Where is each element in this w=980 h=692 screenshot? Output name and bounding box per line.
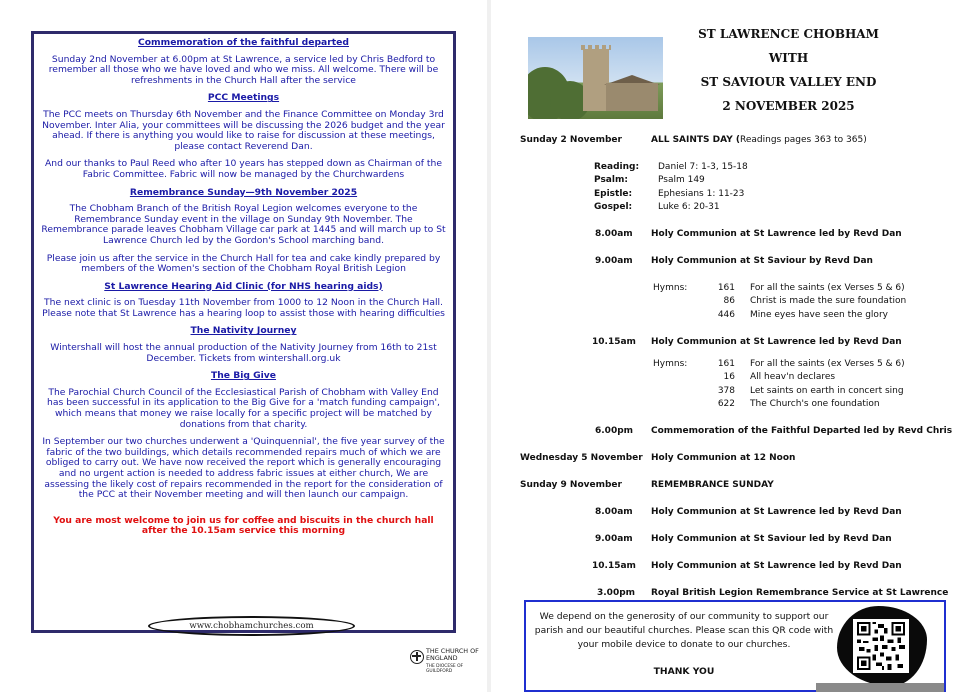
service-desc: Royal British Legion Remembrance Service at St Lawrence [651,588,949,598]
grey-bar [816,683,944,692]
section-paragraph: Please join us after the service in the Church Hall for tea and cake kindly prepared by members of the Women's section of the Chobham Royal British Legion [46,252,441,275]
section-heading: St Lawrence Hearing Aid Clinic (for NHS hearing aids) [104,280,383,292]
section-paragraph: In September our two churches underwent a 'Quinquennial', the five year survey of the fabric of the two buildings, which details recommended repairs much of which we are obliged to carry out. We have now received the report which is generally encouraging and no urgent action is needed to address fabric issues at either church, We are assessing the likely cost of repairs recommended in the report for the consideration of the PCC at their November meeting and will then launch our campaign. [42,436,445,501]
service-time: 3.00pm [597,588,636,598]
service-date: Sunday 2 November [520,135,622,145]
thank-you: THANK YOU [653,666,715,677]
notices-box [31,31,456,633]
section-heading: The Big Give [210,370,277,382]
hymn-number: 622 [717,399,735,409]
section-pcc-meetings [40,93,447,180]
qr-backdrop [837,606,927,686]
hymn-number: 446 [717,310,735,320]
welcome-message: You are most welcome to join us for coffee and biscuits in the church hall after the 10.15am service this morning [53,514,434,537]
service-date: Wednesday 5 November [520,453,643,463]
section-commemoration [40,38,447,86]
hymn-title: All heav'n declares [750,372,836,382]
church-nave [606,83,658,111]
reading-label: Epistle: [594,189,633,199]
donation-box [524,600,946,692]
service-desc: Holy Communion at St Saviour led by Revd Dan [651,534,892,544]
hymns-label: Hymns: [653,359,688,369]
section-paragraph: The Chobham Branch of the British Royal Legion welcomes everyone to the Remembrance Sunday event in the village on Sunday 9th November. The Remembrance parade leaves Chobham Village car park at 1445 and will march up to St Lawrence Church led by the Gordon's School marching band. [41,203,446,246]
service-desc: Holy Communion at St Saviour by Revd Dan [651,256,873,266]
hymn-title: The Church's one foundation [750,399,880,409]
service-time: 9.00am [595,256,633,266]
service-desc: Holy Communion at St Lawrence led by Revd Dan [651,507,902,517]
reading-ref: Daniel 7: 1-3, 15-18 [658,162,748,172]
hymn-number: 16 [723,372,735,382]
page-title [681,22,896,118]
donation-text: We depend on the generosity of our community to support our parish and our beautiful churches. Please scan this QR code with your mobile device to donate to our churches. [534,611,834,650]
section-paragraph: The Parochial Church Council of the Ecclesiastical Parish of Chobham with Valley End has been successful in its application to the Big Give for a 'match funding campaign', which means that money we raise locally for a specific project will be matched by donations from that charity. [47,386,440,430]
cross-icon [410,650,424,664]
service-time: 9.00am [595,534,633,544]
section-hearing-aid [40,282,447,320]
section-heading: Commemoration of the faithful departed [138,37,349,48]
right-page [491,0,980,692]
day-name-bold: ALL SAINTS DAY ( [651,135,740,145]
service-time: 8.00am [595,229,633,239]
church-of-england-logo [410,648,480,682]
section-paragraph: The next clinic is on Tuesday 11th November from 1000 to 12 Noon in the Church Hall. Please note that St Lawrence has a hearing loop to assist those with hearing difficulties [42,297,445,319]
service-time: 10.15am [592,561,636,571]
hymn-number: 161 [717,359,735,369]
section-remembrance [40,188,447,275]
service-desc: Holy Communion at St Lawrence led by Revd Dan [651,337,902,347]
section-paragraph: And our thanks to Paul Reed who after 10 years has stepped down as Chairman of the Fabric Committee. Fabric will now be managed by the Churchwardens [44,158,442,180]
service-desc: Holy Communion at St Lawrence led by Revd Dan [651,229,902,239]
service-time: 6.00pm [595,426,634,436]
section-paragraph: The PCC meets on Thursday 6th November and the Finance Committee on Monday 3rd November. Inter Alia, your committees will be discussing the 2026 budget and the year ahead. If there is anything you would like to raise for discussion at these meetings, please contact Reverend Dan. [42,108,445,152]
hymn-title: Mine eyes have seen the glory [750,310,888,320]
reading-label: Reading: [594,162,640,172]
service-desc: Holy Communion at St Lawrence led by Revd Dan [651,561,902,571]
section-heading: Remembrance Sunday—9th November 2025 [129,186,358,198]
reading-label: Gospel: [594,202,633,212]
reading-ref: Psalm 149 [658,175,705,185]
website-link[interactable]: www.chobhamchurches.com [148,616,355,636]
hymn-title: For all the saints (ex Verses 5 & 6) [750,283,905,293]
reading-label: Psalm: [594,175,628,185]
title-line: ST SAVIOUR VALLEY END [700,75,877,89]
section-big-give [40,371,447,501]
hymn-title: Christ is made the sure foundation [750,296,907,306]
donation-qr-code[interactable] [853,619,909,673]
hymn-title: For all the saints (ex Verses 5 & 6) [750,359,905,369]
logo-diocese: THE DIOCESE OF GUILDFORD [426,664,464,674]
hymn-number: 378 [717,386,735,396]
title-line: 2 NOVEMBER 2025 [722,99,855,113]
church-photo [528,37,663,119]
hymn-title: Let saints on earth in concert sing [750,386,904,396]
reading-ref: Ephesians 1: 11-23 [658,189,745,199]
readings-note: Readings pages 363 to 365) [740,135,867,145]
service-desc: Holy Communion at 12 Noon [651,453,796,463]
service-desc: Commemoration of the Faithful Departed led by Revd Chris [651,426,953,436]
service-date: Sunday 9 November [520,480,622,490]
qr-code-icon [856,622,906,670]
section-heading: PCC Meetings [207,92,280,104]
section-paragraph: Wintershall will host the annual production of the Nativity Journey from 16th to 21st December. Tickets from wintershall.org.uk [50,342,437,364]
logo-name: THE CHURCH OF ENGLAND [426,647,479,662]
hymns-label: Hymns: [653,283,688,293]
hymn-number: 86 [723,296,735,306]
service-time: 10.15am [592,337,636,347]
section-nativity [40,326,447,364]
left-page [0,0,487,692]
title-line: ST LAWRENCE CHOBHAM WITH [698,27,879,65]
reading-ref: Luke 6: 20-31 [658,202,720,212]
hymn-number: 161 [717,283,735,293]
section-heading: The Nativity Journey [190,325,297,337]
service-time: 8.00am [595,507,633,517]
service-day-name: REMEMBRANCE SUNDAY [651,480,774,490]
section-paragraph: Sunday 2nd November at 6.00pm at St Lawrence, a service led by Chris Bedford to remember all those who we have loved and who we miss. All welcome. There will be refreshments in the Church Hall after the service [48,53,439,86]
service-day-name [651,135,867,146]
